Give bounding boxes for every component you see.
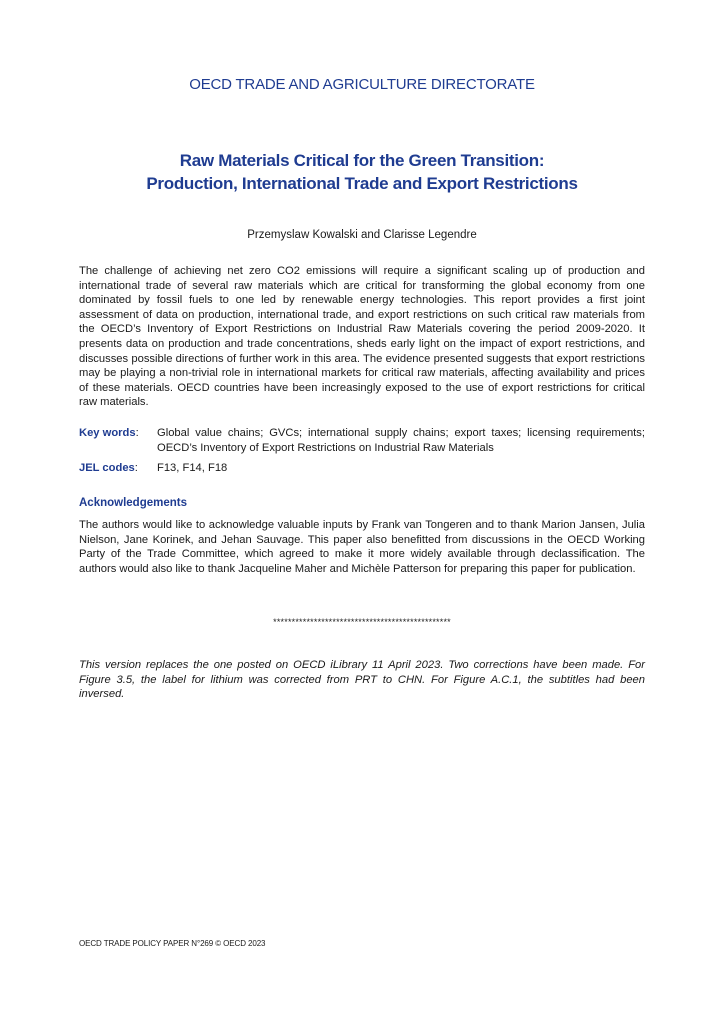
authors: Przemyslaw Kowalski and Clarisse Legendre [247, 229, 477, 241]
separator: ************************************************ [273, 617, 451, 627]
jel-codes-value: F13, F14, F18 [157, 462, 228, 474]
keywords-label: Key words: [79, 427, 139, 439]
title-line-2: Production, International Trade and Export Restrictions [146, 174, 578, 193]
version-note: This version replaces the one posted on OECD iLibrary 11 April 2023. Two corrections have been made. For Figure 3.5, the label for lithium was corrected from PRT to CHN. For Figure A.C.1, the subtitles had been inversed. [79, 659, 645, 701]
title-line-1: Raw Materials Critical for the Green Transition: [179, 151, 545, 170]
jel-codes-label: JEL codes: [79, 462, 138, 474]
keywords-value: Global value chains; GVCs; international supply chains; export taxes; licensing requirements; OECD’s Inventory of Export Restrictions on Industrial Raw Materials [157, 427, 645, 454]
abstract: The challenge of achieving net zero CO2 emissions will require a significant scaling up of production and international trade of several raw materials which are critical for transforming the global economy from one dominated by fossil fuels to one led by renewable energy technologies. This report provides a first joint assessment of data on production, international trade, and export restrictions on such critical raw materials from the OECD’s Inventory of Export Restrictions on Industrial Raw Materials covering the period 2009-2020. It presents data on production and trade concentrations, sheds early light on the impact of export restrictions, and discusses possible directions of further work in this area. The evidence presented suggests that export restrictions may be playing a non-trivial role in international markets for critical raw materials, affecting availability and prices of these materials. OECD countries have been increasingly exposed to the use of export restrictions for critical raw materials. [79, 265, 645, 409]
page-footer: OECD TRADE POLICY PAPER N°269 © OECD 2023 [79, 939, 266, 948]
acknowledgements-body: The authors would like to acknowledge valuable inputs by Frank van Tongeren and to thank Marion Jansen, Julia Nielson, Jane Korinek, and Jehan Sauvage. This paper also benefitted from discussions in the OECD Working Party of the Trade Committee, which agreed to make it more widely available through declassification. The authors would also like to thank Jacqueline Maher and Michèle Patterson for preparing this paper for publication. [79, 519, 645, 575]
keywords-row [79, 426, 645, 455]
directorate-header: OECD TRADE AND AGRICULTURE DIRECTORATE [189, 76, 535, 93]
jel-codes-row [79, 461, 645, 476]
acknowledgements-heading: Acknowledgements [79, 497, 187, 509]
page-title [0, 149, 724, 195]
